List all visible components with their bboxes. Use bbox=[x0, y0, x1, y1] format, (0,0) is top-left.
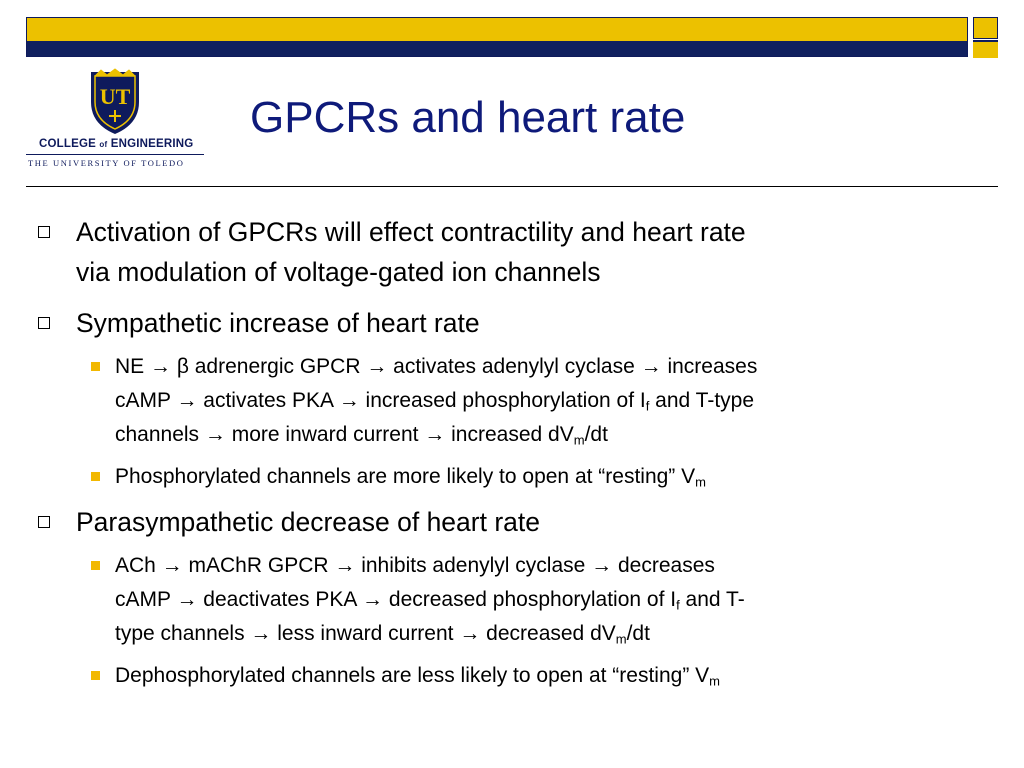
bullet-sympathetic: Sympathetic increase of heart rate bbox=[76, 308, 480, 338]
bullet-line: ACh → mAChR GPCR → inhibits adenylyl cyclase → decreases bbox=[115, 554, 715, 577]
bullet-parasympathetic-mechanism bbox=[115, 549, 995, 651]
bullet-dephosphorylated: Dephosphorylated channels are less likely to open at “resting” $V_m$ bbox=[115, 664, 721, 689]
bullet-phosphorylated: Phosphorylated channels are more likely to open at “resting” $V_m$ bbox=[115, 465, 706, 490]
bullet-activation bbox=[76, 212, 976, 292]
sub-bullet-icon bbox=[91, 671, 100, 680]
bullet-line: channels → more inward current → increased $dV_m/dt$ bbox=[115, 423, 608, 448]
bullet-line: cAMP → deactivates PKA → decreased phosphorylation of $I_f$ and T- bbox=[115, 588, 745, 613]
bullet-line: type channels → less inward current → decreased $dV_m/dt$ bbox=[115, 622, 650, 647]
bullet-line: NE → β adrenergic GPCR → activates adenylyl cyclase → increases bbox=[115, 355, 758, 378]
logo-college-text: COLLEGE of ENGINEERING bbox=[39, 138, 194, 150]
bullet-parasympathetic: Parasympathetic decrease of heart rate bbox=[76, 507, 540, 537]
bullet-sympathetic-mechanism bbox=[115, 350, 995, 452]
sub-bullet-icon bbox=[91, 561, 100, 570]
svg-text:UT: UT bbox=[99, 84, 131, 109]
square-bullet-icon bbox=[38, 317, 50, 329]
square-bullet-icon bbox=[38, 226, 50, 238]
slide-title: GPCRs and heart rate bbox=[250, 93, 686, 142]
logo-university-text: THE UNIVERSITY OF TOLEDO bbox=[28, 158, 185, 168]
square-bullet-icon bbox=[38, 516, 50, 528]
bullet-line: Activation of GPCRs will effect contractility and heart rate bbox=[76, 217, 746, 247]
bullet-line: via modulation of voltage-gated ion channels bbox=[76, 257, 601, 287]
bullet-line: cAMP → activates PKA → increased phosphorylation of $I_f$ and T-type bbox=[115, 389, 755, 414]
sub-bullet-icon bbox=[91, 362, 100, 371]
sub-bullet-icon bbox=[91, 472, 100, 481]
